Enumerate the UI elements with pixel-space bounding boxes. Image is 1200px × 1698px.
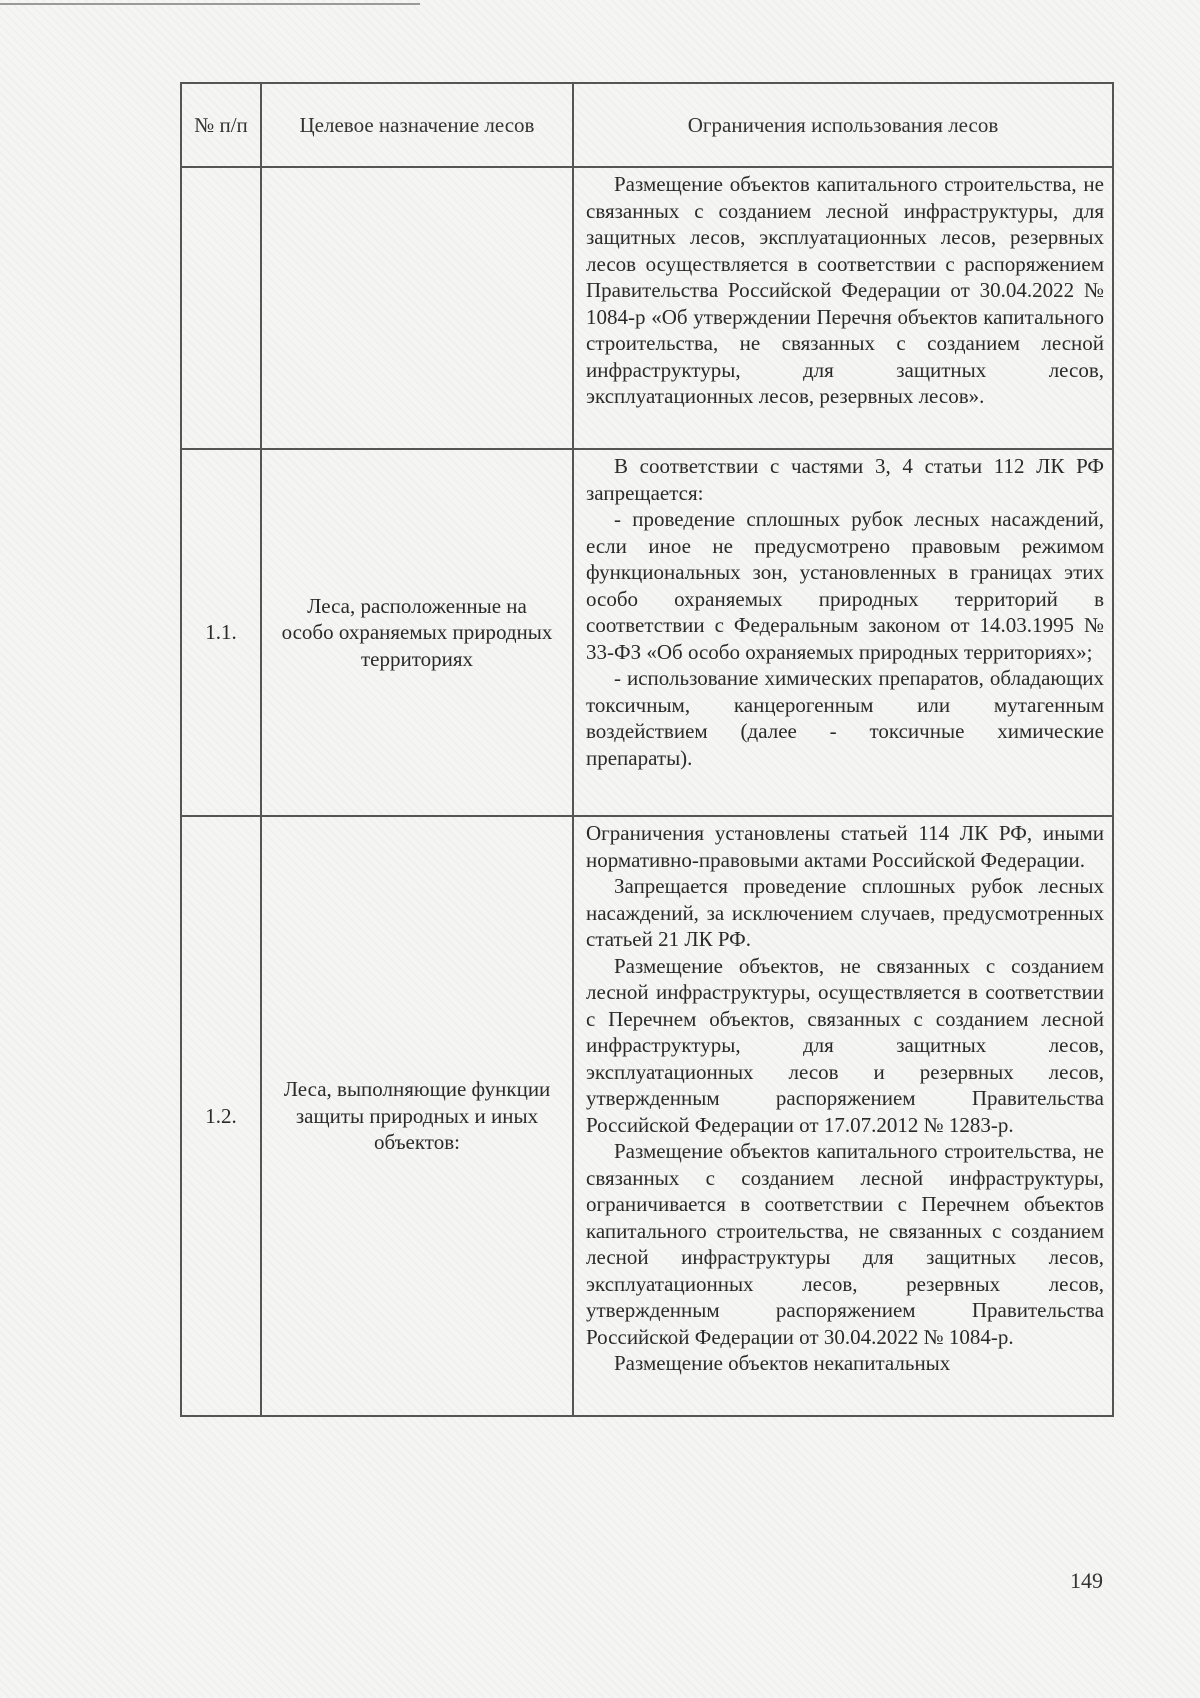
table-row — [181, 167, 1113, 449]
row-purpose — [261, 167, 573, 449]
limits-paragraph: В соответствии с частями 3, 4 статьи 112 ЛК РФ запрещается: — [586, 454, 1104, 505]
limits-paragraph: Ограничения установлены статьей 114 ЛК РФ, иными нормативно-правовыми актами Российской Федерации. — [586, 821, 1104, 872]
row-num: 1.2. — [181, 816, 261, 1416]
limits-paragraph: - использование химических препаратов, обладающих токсичным, канцерогенным или мутагенным воздействием (далее - токсичные химические препараты). — [586, 666, 1104, 770]
forest-restrictions-table — [180, 82, 1114, 1417]
row-purpose: Леса, выполняющие функции защиты природных и иных объектов: — [261, 816, 573, 1416]
table-row — [181, 816, 1113, 1416]
limits-paragraph: Размещение объектов, не связанных с созданием лесной инфраструктуры, осуществляется в соответствии с Перечнем объектов, связанных с созданием лесной инфраструктуры, для защитных лесов, эксплуатационных лесов и резервных лесов, утвержденным распоряжением Правительства Российской Федерации от 17.07.2012 № 1283-р. — [586, 953, 1104, 1137]
header-num: № п/п — [181, 83, 261, 167]
limits-paragraph: Размещение объектов некапитальных — [614, 1351, 951, 1375]
table-header-row — [181, 83, 1113, 167]
header-limits: Ограничения использования лесов — [573, 83, 1113, 167]
limits-paragraph: Размещение объектов капитального строительства, не связанных с созданием лесной инфраструктуры, для защитных лесов, эксплуатационных лесов, резервных лесов осуществляется в соответствии с распоряжением Правительства Российской Федерации от 30.04.2022 № 1084-р «Об утверждении Перечня объектов капитального строительства, не связанных с созданием лесной инфраструктуры, для защитных лесов, эксплуатационных лесов, резервных лесов». — [586, 172, 1104, 408]
page-number: 149 — [1070, 1568, 1103, 1593]
row-purpose: Леса, расположенные на особо охраняемых природных территориях — [261, 449, 573, 816]
limits-paragraph: Размещение объектов капитального строительства, не связанных с созданием лесной инфраструктуры, ограничивается в соответствии с Перечнем объектов капитального строительства, не связанных с созданием лесной инфраструктуры для защитных лесов, эксплуатационных лесов, резервных лесов, утвержденным распоряжением Правительства Российской Федерации от 30.04.2022 № 1084-р. — [586, 1139, 1104, 1349]
scan-edge-line — [0, 3, 420, 5]
row-num: 1.1. — [181, 449, 261, 816]
header-purpose: Целевое назначение лесов — [261, 83, 573, 167]
row-limits — [573, 816, 1113, 1416]
row-limits — [573, 167, 1113, 449]
table-row — [181, 449, 1113, 816]
row-num — [181, 167, 261, 449]
row-limits — [573, 449, 1113, 816]
limits-paragraph: Запрещается проведение сплошных рубок лесных насаждений, за исключением случаев, предусмотренных статьей 21 ЛК РФ. — [586, 874, 1104, 951]
limits-paragraph: - проведение сплошных рубок лесных насаждений, если иное не предусмотрено правовым режимом функциональных зон, установленных в границах этих особо охраняемых природных территорий в соответствии с Федеральным законом от 14.03.1995 № 33-ФЗ «Об особо охраняемых природных территориях»; — [586, 507, 1104, 664]
